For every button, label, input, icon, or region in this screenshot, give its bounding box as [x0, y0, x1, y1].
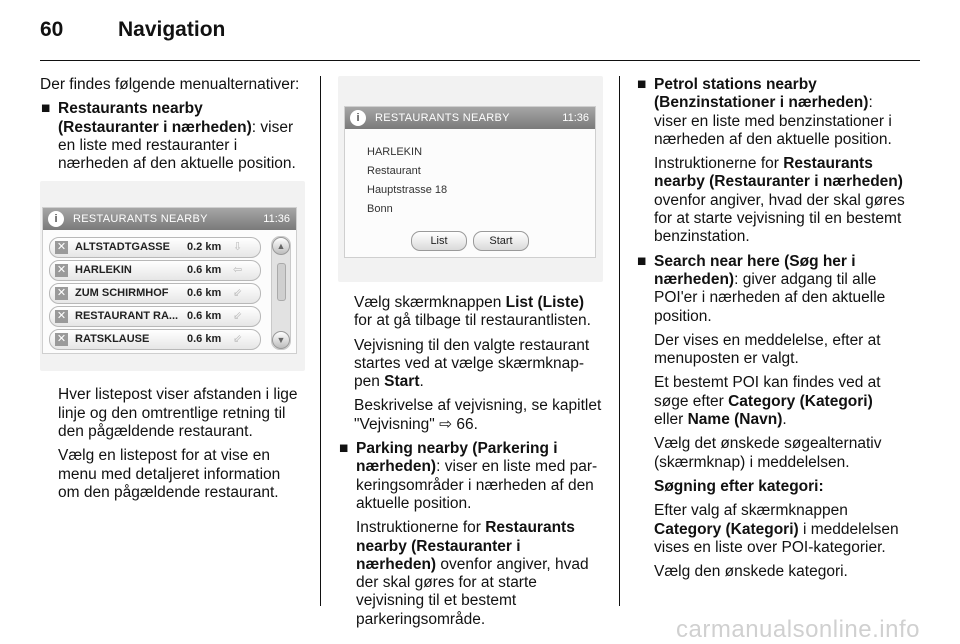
- paragraph: [354, 294, 603, 331]
- paragraph: [636, 374, 906, 429]
- bullet-parking-title: Parking nearby (Parkering i nærheden): [356, 440, 558, 476]
- info-icon: i: [48, 211, 64, 227]
- list-button[interactable]: List: [411, 231, 467, 251]
- detail-city: Bonn: [367, 203, 393, 215]
- list-label: List (Liste): [505, 294, 584, 311]
- bullet-search: [636, 253, 906, 326]
- column-1: [40, 76, 305, 508]
- text: i meddelelsen vises en liste over POI-kategorier.: [654, 520, 899, 556]
- start-label: Start: [384, 373, 420, 391]
- screen-display: [42, 207, 297, 354]
- section-title: Navigation: [118, 18, 226, 41]
- list-item[interactable]: [49, 306, 261, 327]
- bullet-mark: ■: [637, 76, 647, 93]
- direction-arrow-icon: ⇙: [233, 310, 243, 323]
- text: eller: [654, 411, 688, 429]
- paragraph: Der vises en meddelelse, efter at menuposten er valgt.: [654, 331, 881, 368]
- restaurant-name: HARLEKIN: [75, 264, 132, 277]
- list-item[interactable]: [49, 329, 261, 350]
- screenshot-restaurant-list: [40, 181, 305, 371]
- screen-title: RESTAURANTS NEARBY: [73, 213, 208, 226]
- scrollbar[interactable]: [271, 236, 291, 350]
- text: ovenfor angiver, hvad der skal gøres for at starte vejvisning til en bestemt benzinstation.: [654, 191, 905, 246]
- restaurant-distance: 0.6 km: [187, 333, 222, 346]
- bullet-petrol: [636, 76, 906, 149]
- bullet-mark: ■: [41, 100, 51, 118]
- text: Instruktionerne for: [654, 155, 784, 173]
- bullet-petrol-text: : viser en liste med benzinstationer i nærheden af den aktuelle position.: [654, 94, 892, 148]
- restaurant-name: RESTAURANT RA...: [75, 310, 179, 323]
- scroll-up-icon[interactable]: ▲: [272, 237, 290, 255]
- close-icon: ✕: [56, 310, 67, 323]
- column-divider-1: [320, 76, 321, 606]
- text: ovenfor angiver, hvad der skal gøres for at starte vejvisning til et bestemt parkeringsområde.: [356, 555, 589, 628]
- paragraph: [338, 519, 603, 629]
- restaurant-name: RATSKLAUSE: [75, 333, 150, 346]
- bullet-parking: [338, 440, 603, 513]
- column-1-body: [40, 386, 305, 502]
- start-button[interactable]: Start: [473, 231, 529, 251]
- screenshot-restaurant-detail: [338, 76, 603, 282]
- restaurant-distance: 0.2 km: [187, 241, 222, 254]
- bullet-search-title: Search near here (Søg her i nærheden): [654, 252, 856, 288]
- name-label: Name (Navn): [687, 411, 783, 429]
- text: Et bestemt POI kan findes ved at søge efter: [654, 374, 881, 410]
- page-number: 60: [40, 18, 64, 41]
- header-rule: [40, 60, 920, 61]
- detail-name: HARLEKIN: [367, 146, 423, 158]
- paragraph: [354, 337, 603, 392]
- restaurant-distance: 0.6 km: [187, 310, 222, 323]
- list-item[interactable]: [49, 260, 261, 281]
- bullet-parking-text: : viser en liste med parkeringsområder i nærheden af den aktuelle position.: [356, 458, 598, 512]
- column-2: [338, 76, 603, 635]
- paragraph: Vælg det ønskede søgealternativ (skærmknap) i meddelelsen.: [654, 435, 882, 471]
- bullet-petrol-title: Petrol stations nearby (Benzinstationer i nærheden): [654, 76, 869, 112]
- text: Instruktionerne for: [356, 519, 486, 537]
- intro-text: Der findes følgende menualternativer:: [40, 76, 300, 93]
- text: Efter valg af skærmknappen: [654, 502, 848, 520]
- text: .: [782, 411, 787, 429]
- bullet-restaurants-title: Restaurants nearby (Restauranter i nærheden): [58, 100, 252, 136]
- restaurant-name: ALTSTADTGASSE: [75, 241, 170, 254]
- bullet-restaurants-text: : viser en liste med restauranter i nærheden af den aktuelle position.: [58, 118, 296, 173]
- list-item[interactable]: [49, 237, 261, 258]
- page-header: [0, 0, 960, 62]
- direction-arrow-icon: ⇩: [233, 241, 243, 254]
- paragraph: Vælg en listepost for at vise en menu med detaljeret information om den pågældende restaurant.: [58, 447, 281, 501]
- close-icon: ✕: [56, 241, 67, 254]
- restaurant-name: ZUM SCHIRMHOF: [75, 287, 169, 300]
- bullet-restaurants: [40, 100, 305, 173]
- category-label: Category (Kategori): [654, 520, 799, 538]
- scroll-thumb[interactable]: [277, 263, 286, 301]
- screen-display: [344, 106, 596, 258]
- detail-type: Restaurant: [367, 165, 421, 177]
- info-icon: i: [350, 110, 366, 126]
- column-divider-2: [619, 76, 620, 606]
- direction-arrow-icon: ⇙: [233, 287, 243, 300]
- category-label: Category (Kategori): [728, 392, 873, 410]
- close-icon: ✕: [56, 333, 67, 346]
- subheading-text: Søgning efter kategori:: [654, 477, 824, 495]
- watermark: carmanualsonline.info: [676, 616, 920, 643]
- close-icon: ✕: [56, 264, 67, 277]
- scroll-down-icon[interactable]: ▼: [272, 331, 290, 349]
- text: Vælg skærmknappen: [354, 294, 506, 311]
- list-item[interactable]: [49, 283, 261, 304]
- bullet-mark: ■: [339, 440, 349, 458]
- column-2-body: [338, 294, 603, 434]
- paragraph: Hver listepost viser afstanden i lige linje og den omtrentlige retning til den pågældende restaurant.: [58, 386, 298, 441]
- screen-time: 11:36: [562, 112, 589, 124]
- screen-time: 11:36: [263, 213, 290, 226]
- direction-arrow-icon: ⇦: [233, 264, 243, 277]
- bullet-search-text: : giver adgang til alle POI'er i nærheden af den aktuelle position.: [654, 270, 886, 325]
- screen-title: RESTAURANTS NEARBY: [375, 112, 510, 124]
- restaurant-distance: 0.6 km: [187, 287, 222, 300]
- bullet-mark: ■: [637, 252, 647, 270]
- paragraph: [636, 155, 906, 246]
- paragraph: [636, 502, 906, 557]
- paragraph: Beskrivelse af vejvisning, se kapitlet "Vejvisning" ⇨ 66.: [354, 397, 602, 433]
- screen-titlebar: [345, 107, 595, 129]
- screen-titlebar: [43, 208, 296, 230]
- paragraph: Vælg den ønskede kategori.: [654, 563, 848, 581]
- reference-label: Restaurants nearby (Restauranter i nærheden): [654, 155, 903, 191]
- text: .: [419, 373, 424, 391]
- restaurant-distance: 0.6 km: [187, 264, 222, 277]
- text: for at gå tilbage til restaurantlisten.: [354, 312, 591, 330]
- close-icon: ✕: [56, 287, 67, 300]
- direction-arrow-icon: ⇙: [233, 333, 243, 346]
- detail-street: Hauptstrasse 18: [367, 184, 448, 196]
- text: Vejvisning til den valgte restaurant startes ved at vælge skærmknappen: [354, 336, 590, 391]
- column-3: [636, 76, 906, 587]
- reference-label: Restaurants nearby (Restauranter i nærheden): [356, 519, 575, 573]
- subheading: [636, 478, 906, 496]
